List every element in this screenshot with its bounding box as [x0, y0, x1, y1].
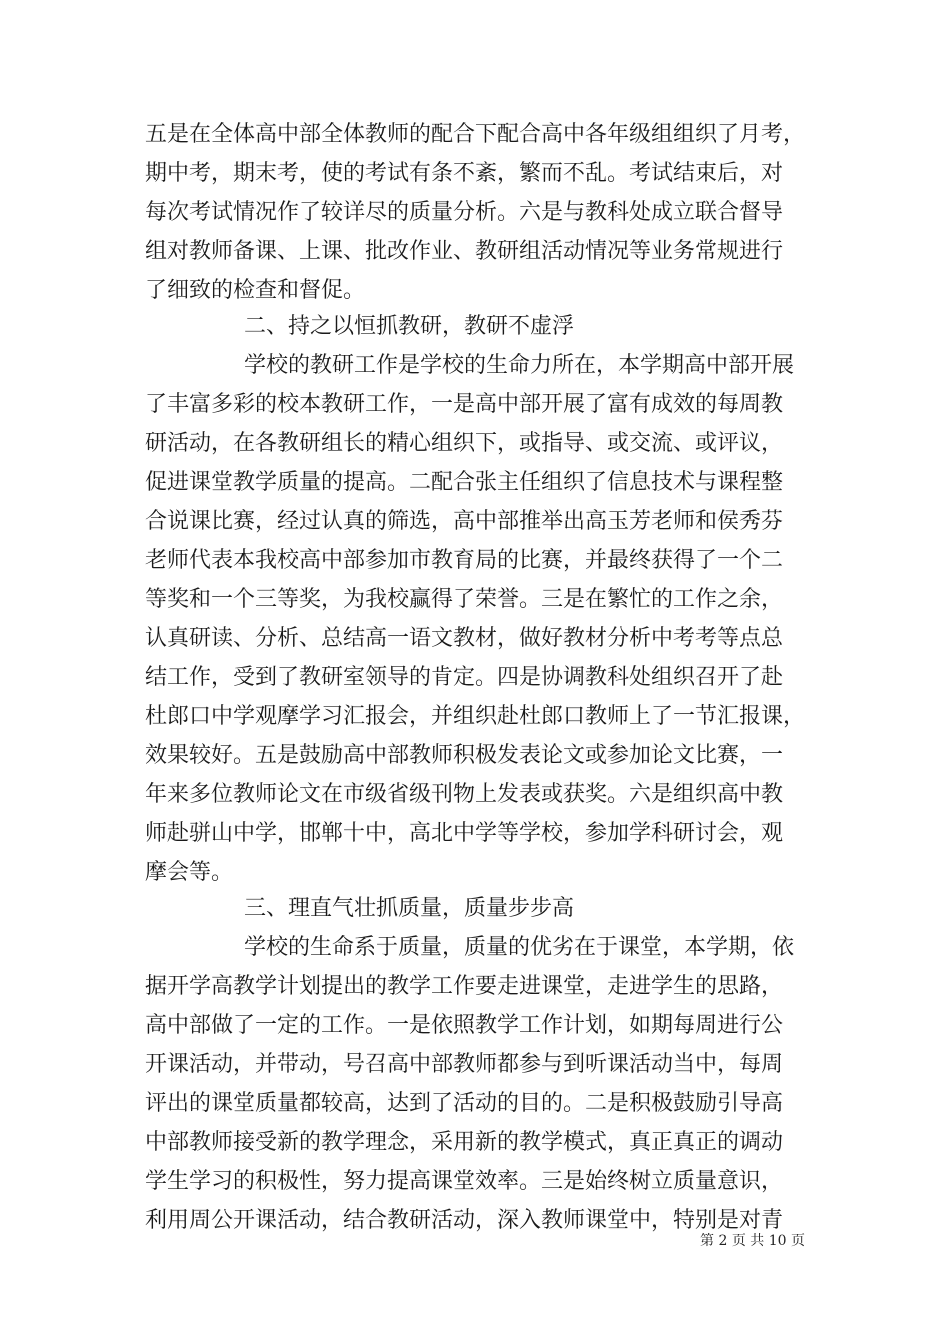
paragraph-line: 学生学习的积极性，努力提高课堂效率。三是始终树立质量意识， — [145, 1169, 784, 1194]
paragraph-line: 利用周公开课活动，结合教研活动，深入教师课堂中，特别是对青 — [145, 1208, 784, 1233]
paragraph-line: 评出的课堂质量都较高，达到了活动的目的。二是积极鼓励引导高 — [145, 1091, 784, 1116]
page-footer: 第 2 页 共 10 页 — [700, 1233, 805, 1249]
paragraph-line: 合说课比赛，经过认真的筛选，高中部推举出高玉芳老师和侯秀芬 — [145, 509, 784, 534]
paragraph-line: 每次考试情况作了较详尽的质量分析。六是与教科处成立联合督导 — [145, 200, 784, 225]
paragraph-line: 中部教师接受新的教学理念，采用新的教学模式，真正真正的调动 — [145, 1130, 784, 1155]
section-heading: 二、持之以恒抓教研，教研不虚浮 — [244, 314, 575, 339]
paragraph-line: 研活动，在各教研组长的精心组织下，或指导、或交流、或评议， — [145, 431, 784, 456]
paragraph-line: 促进课堂教学质量的提高。二配合张主任组织了信息技术与课程整 — [145, 470, 784, 495]
paragraph-line: 组对教师备课、上课、批改作业、教研组活动情况等业务常规进行 — [145, 239, 784, 264]
paragraph-line: 等奖和一个三等奖，为我校赢得了荣誉。三是在繁忙的工作之余， — [145, 587, 784, 612]
paragraph-line: 据开学高教学计划提出的教学工作要走进课堂，走进学生的思路， — [145, 974, 784, 999]
paragraph-line: 开课活动，并带动，号召高中部教师都参与到听课活动当中，每周 — [145, 1052, 784, 1077]
paragraph-line: 杜郎口中学观摩学习汇报会，并组织赴杜郎口教师上了一节汇报课， — [145, 704, 806, 729]
paragraph-line: 五是在全体高中部全体教师的配合下配合高中各年级组组织了月考， — [145, 122, 806, 147]
paragraph-line: 学校的教研工作是学校的生命力所在，本学期高中部开展 — [244, 353, 795, 378]
paragraph-line: 期中考，期末考，使的考试有条不紊，繁而不乱。考试结束后，对 — [145, 161, 784, 186]
paragraph-line: 了细致的检查和督促。 — [145, 278, 366, 303]
paragraph-line: 了丰富多彩的校本教研工作，一是高中部开展了富有成效的每周教 — [145, 392, 784, 417]
paragraph-line: 年来多位教师论文在市级省级刊物上发表或获奖。六是组织高中教 — [145, 782, 784, 807]
paragraph-line: 老师代表本我校高中部参加市教育局的比赛，并最终获得了一个二 — [145, 548, 784, 573]
section-heading: 三、理直气壮抓质量，质量步步高 — [244, 896, 575, 921]
paragraph-line: 师赴骈山中学，邯郸十中，高北中学等学校，参加学科研讨会，观 — [145, 821, 784, 846]
paragraph-line: 认真研读、分析、总结高一语文教材，做好教材分析中考考等点总 — [145, 626, 784, 651]
paragraph-line: 效果较好。五是鼓励高中部教师积极发表论文或参加论文比赛，一 — [145, 743, 784, 768]
paragraph-line: 学校的生命系于质量，质量的优劣在于课堂，本学期，依 — [244, 935, 795, 960]
paragraph-line: 结工作，受到了教研室领导的肯定。四是协调教科处组织召开了赴 — [145, 665, 784, 690]
paragraph-line: 高中部做了一定的工作。一是依照教学工作计划，如期每周进行公 — [145, 1013, 784, 1038]
paragraph-line: 摩会等。 — [145, 860, 234, 885]
